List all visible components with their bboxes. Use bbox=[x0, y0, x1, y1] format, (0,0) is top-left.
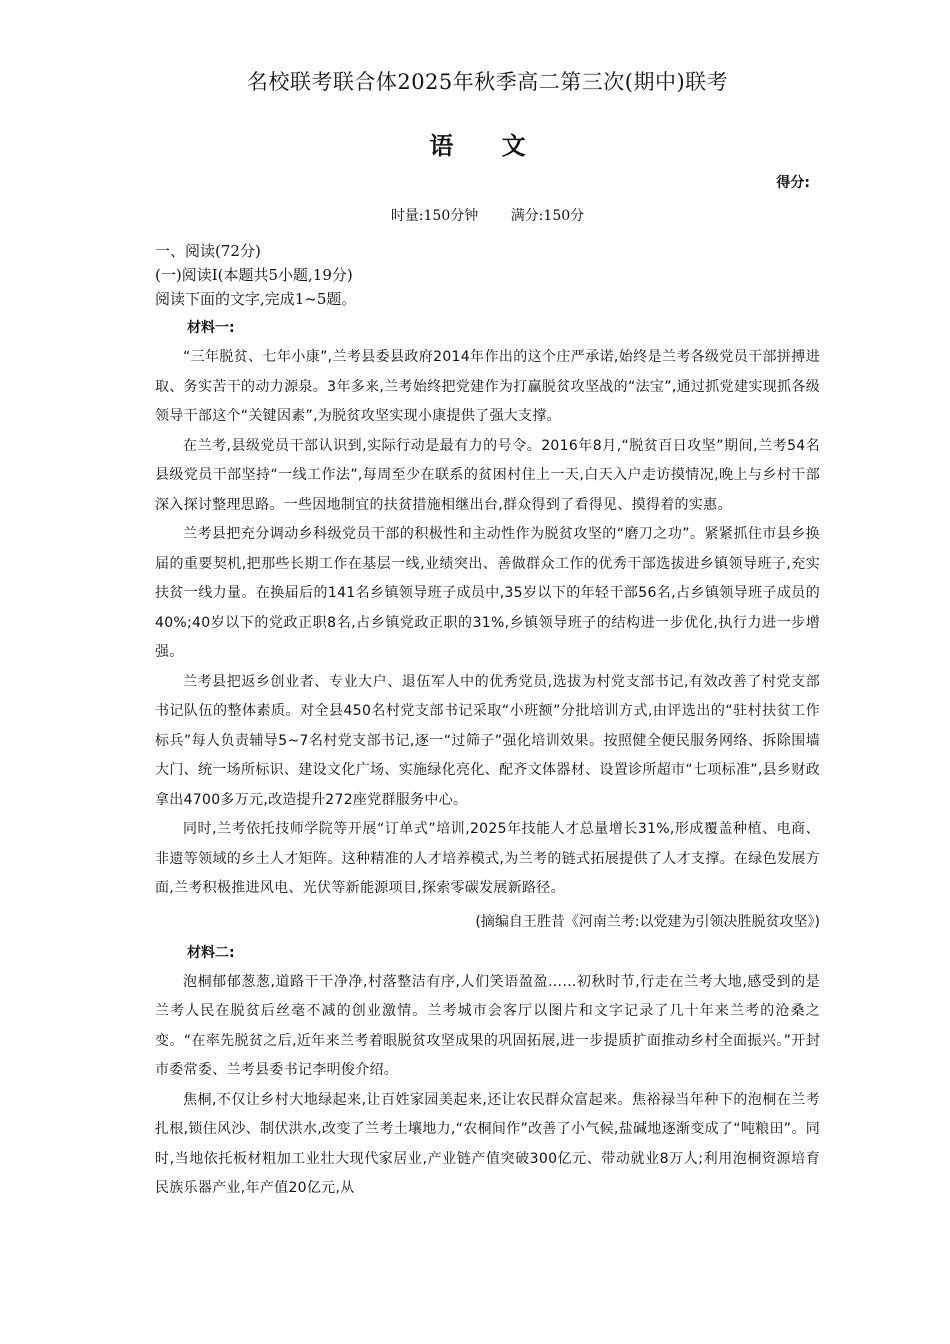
material-2-paragraph-2: 焦桐,不仅让乡村大地绿起来,让百姓家园美起来,还让农民群众富起来。焦裕禄当年种下的泡桐在兰考扎根,锁住风沙、制伏洪水,改变了兰考土壤地力,“农桐间作”改善了小气候,盐碱地逐渐变成了“吨粮田”。同时,当地依托板材粗加工业壮大现代家居业,产业链产值突破300亿元、带动就业8万人;利用泡桐资源培育民族乐器产业,年产值20亿元,从 bbox=[155, 1091, 820, 1196]
score-label: 得分: bbox=[776, 175, 810, 191]
material-1-paragraph-1: “三年脱贫、七年小康”,兰考县委县政府2014年作出的这个庄严承诺,始终是兰考各级党员干部拼搏进取、务实苦干的动力源泉。3年多来,兰考始终把党建作为打赢脱贫攻坚战的“法宝”,通过抓党建实现抓各级领导干部这个“关键因素”,为脱贫攻坚实现小康提供了强大支撑。 bbox=[155, 349, 820, 424]
time-label: 时量:150分钟 bbox=[390, 208, 479, 224]
instruction: 阅读下面的文字,完成1~5题。 bbox=[155, 290, 357, 308]
subject-title: 语 文 bbox=[429, 131, 546, 160]
material-1-paragraph-2: 在兰考,县级党员干部认识到,实际行动是最有力的号令。2016年8月,“脱贫百日攻坚”期间,兰考54名县级党员干部坚持“一线工作法”,每周至少在联系的贫困村住上一天,白天入户走访摸情况,晚上与乡村干部深入探讨整理思路。一些因地制宜的扶贫措施相继出台,群众得到了看得见、摸得着的实惠。 bbox=[155, 437, 820, 513]
material-1-paragraph-3: 兰考县把充分调动乡科级党员干部的积极性和主动性作为脱贫攻坚的“磨刀之功”。紧紧抓住市县乡换届的重要契机,把那些长期工作在基层一线,业绩突出、善做群众工作的优秀干部选拔进乡镇领导班子,充实扶贫一线力量。在换届后的141名乡镇领导班子成员中,35岁以下的年轻干部56名,占乡镇领导班子成员的40%;40岁以下的党政正职8名,占乡镇党政正职的31%,乡镇领导班子的结构进一步优化,执行力进一步增强。 bbox=[155, 526, 820, 660]
material-1-paragraph-4: 兰考县把返乡创业者、专业大户、退伍军人中的优秀党员,选拔为村党支部书记,有效改善了村党支部书记队伍的整体素质。对全县450名村党支部书记采取“小班额”分批培训方式,由评选出的“驻村扶贫工作标兵”每人负责辅导5~7名村党支部书记,逐一“过筛子”强化培训效果。按照健全便民服务网络、拆除围墙大门、统一场所标识、建设文化广场、实施绿化亮化、配齐文体器材、设置诊所超市“七项标准”,县乡财政拿出4700多万元,改造提升272座党群服务中心。 bbox=[155, 673, 820, 808]
material-2-paragraph-1: 泡桐郁郁葱葱,道路干干净净,村落整洁有序,人们笑语盈盈……初秋时节,行走在兰考大地,感受到的是兰考人民在脱贫后丝毫不减的创业激情。兰考城市会客厅以图片和文字记录了几十年来兰考的沧桑之变。“在率先脱贫之后,近年来兰考着眼脱贫攻坚成果的巩固拓展,进一步提质扩面推动乡村全面振兴。”开封市委常委、兰考县委书记李明俊介绍。 bbox=[155, 973, 820, 1078]
section-title: 一、阅读(72分) bbox=[155, 242, 261, 260]
material-1-label: 材料一: bbox=[187, 320, 235, 336]
material-1-paragraph-5: 同时,兰考依托技师学院等开展“订单式”培训,2025年技能人才总量增长31%,形成覆盖种植、电商、非遗等领域的乡土人才矩阵。这种精准的人才培养模式,为兰考的链式拓展提供了人才支撑。在绿色发展方面,兰考积极推进风电、光伏等新能源项目,探索零碳发展新路径。 bbox=[155, 821, 820, 896]
material-1-source: (摘编自王胜昔《河南兰考:以党建为引领决胜脱贫攻坚》) bbox=[475, 913, 820, 930]
exam-timing bbox=[155, 205, 820, 225]
subsection-title: (一)阅读Ⅰ(本题共5小题,19分) bbox=[155, 266, 353, 284]
material-2-label: 材料二: bbox=[187, 944, 235, 961]
exam-title: 名校联考联合体2025年秋季高二第三次(期中)联考 bbox=[246, 70, 729, 94]
full-score-label: 满分:150分 bbox=[510, 208, 585, 224]
